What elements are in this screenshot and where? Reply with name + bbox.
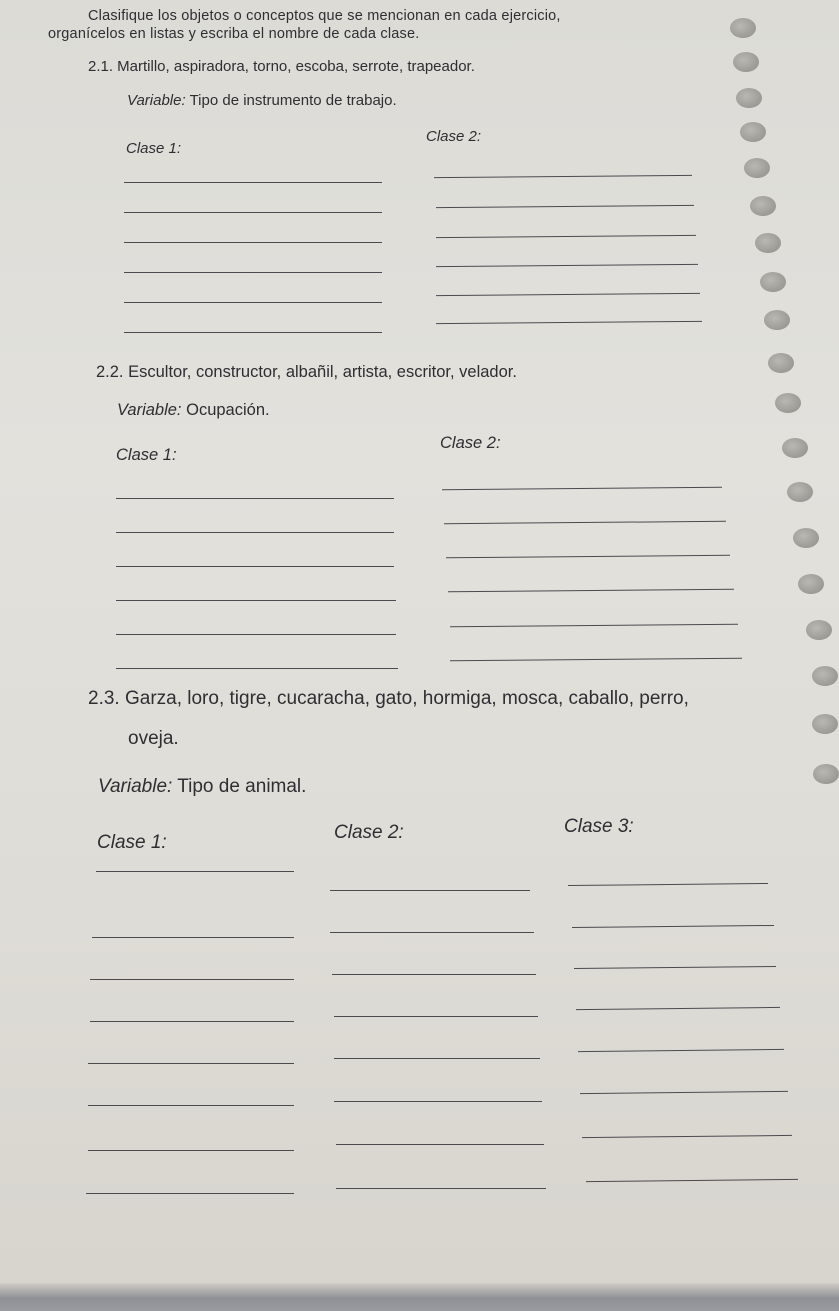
answer-line[interactable] <box>574 966 776 969</box>
variable-label: Variable: <box>117 401 182 419</box>
instructions-line-2: organícelos en listas y escriba el nombre de cada clase. <box>48 26 420 42</box>
exercise-2-3-variable <box>98 776 306 798</box>
answer-line[interactable] <box>116 668 398 669</box>
page-bottom-edge <box>0 1283 839 1311</box>
binding-hole <box>755 233 781 253</box>
binding-hole <box>798 574 824 594</box>
answer-line[interactable] <box>582 1135 792 1138</box>
variable-label: Variable: <box>127 92 186 109</box>
exercise-2-3-prompt-line-2: oveja. <box>128 728 179 749</box>
answer-line[interactable] <box>576 1007 780 1010</box>
exercise-2-1-class-1-label: Clase 1: <box>126 140 182 157</box>
binding-hole <box>793 528 819 548</box>
answer-line[interactable] <box>450 624 738 628</box>
answer-line[interactable] <box>334 1016 538 1017</box>
answer-line[interactable] <box>92 937 294 938</box>
answer-line[interactable] <box>336 1188 546 1189</box>
binding-hole <box>744 158 770 178</box>
exercise-2-2-class-2-label: Clase 2: <box>440 434 501 452</box>
binding-hole <box>806 620 832 640</box>
answer-line[interactable] <box>436 264 698 267</box>
variable-value: Tipo de instrumento de trabajo. <box>189 92 397 109</box>
answer-line[interactable] <box>96 871 294 872</box>
answer-line[interactable] <box>116 566 394 567</box>
answer-line[interactable] <box>88 1105 294 1106</box>
answer-line[interactable] <box>436 205 694 208</box>
answer-line[interactable] <box>124 182 382 183</box>
answer-line[interactable] <box>436 321 702 324</box>
answer-line[interactable] <box>330 890 530 891</box>
answer-line[interactable] <box>442 487 722 490</box>
answer-line[interactable] <box>116 532 394 533</box>
answer-line[interactable] <box>86 1193 294 1194</box>
binding-hole <box>750 196 776 216</box>
answer-line[interactable] <box>124 272 382 273</box>
answer-line[interactable] <box>434 175 692 178</box>
binding-hole <box>812 666 838 686</box>
binding-hole <box>787 482 813 502</box>
answer-line[interactable] <box>124 242 382 243</box>
binding-hole <box>740 122 766 142</box>
variable-label: Variable: <box>98 776 173 797</box>
exercise-2-1-prompt: 2.1. Martillo, aspiradora, torno, escoba, serrote, trapeador. <box>88 58 475 75</box>
binding-hole <box>782 438 808 458</box>
binding-hole <box>764 310 790 330</box>
binding-hole <box>812 714 838 734</box>
binding-hole <box>768 353 794 373</box>
answer-line[interactable] <box>116 498 394 499</box>
answer-line[interactable] <box>124 302 382 303</box>
answer-line[interactable] <box>572 925 774 928</box>
exercise-2-1-variable <box>127 92 397 109</box>
answer-line[interactable] <box>448 589 734 592</box>
answer-line[interactable] <box>90 979 294 980</box>
binding-hole <box>775 393 801 413</box>
variable-value: Ocupación. <box>186 401 270 419</box>
answer-line[interactable] <box>330 932 534 933</box>
answer-line[interactable] <box>436 235 696 238</box>
exercise-2-3-class-1-label: Clase 1: <box>97 832 167 853</box>
answer-line[interactable] <box>334 1101 542 1102</box>
answer-line[interactable] <box>90 1021 294 1022</box>
answer-line[interactable] <box>336 1144 544 1145</box>
answer-line[interactable] <box>334 1058 540 1059</box>
exercise-2-3-prompt-line-1: 2.3. Garza, loro, tigre, cucaracha, gato, hormiga, mosca, caballo, perro, <box>88 688 689 709</box>
answer-line[interactable] <box>124 332 382 333</box>
binding-hole <box>813 764 839 784</box>
answer-line[interactable] <box>88 1150 294 1151</box>
answer-line[interactable] <box>436 293 700 296</box>
answer-line[interactable] <box>446 555 730 558</box>
answer-line[interactable] <box>444 521 726 524</box>
answer-line[interactable] <box>88 1063 294 1064</box>
answer-line[interactable] <box>116 600 396 601</box>
binding-hole <box>733 52 759 72</box>
variable-value: Tipo de animal. <box>177 776 307 797</box>
answer-line[interactable] <box>124 212 382 213</box>
answer-line[interactable] <box>578 1049 784 1052</box>
answer-line[interactable] <box>116 634 396 635</box>
answer-line[interactable] <box>568 883 768 886</box>
binding-hole <box>760 272 786 292</box>
binding-hole <box>736 88 762 108</box>
exercise-2-3-class-3-label: Clase 3: <box>564 816 634 837</box>
binding-hole <box>730 18 756 38</box>
exercise-2-3-class-2-label: Clase 2: <box>334 822 404 843</box>
instructions-line-1: Clasifique los objetos o conceptos que se mencionan en cada ejercicio, <box>88 8 561 24</box>
exercise-2-2-prompt: 2.2. Escultor, constructor, albañil, artista, escritor, velador. <box>96 363 517 381</box>
answer-line[interactable] <box>586 1179 798 1182</box>
exercise-2-2-variable <box>117 401 270 420</box>
answer-line[interactable] <box>580 1091 788 1094</box>
exercise-2-2-class-1-label: Clase 1: <box>116 446 177 464</box>
exercise-2-1-class-2-label: Clase 2: <box>426 128 482 145</box>
answer-line[interactable] <box>450 658 742 662</box>
answer-line[interactable] <box>332 974 536 975</box>
